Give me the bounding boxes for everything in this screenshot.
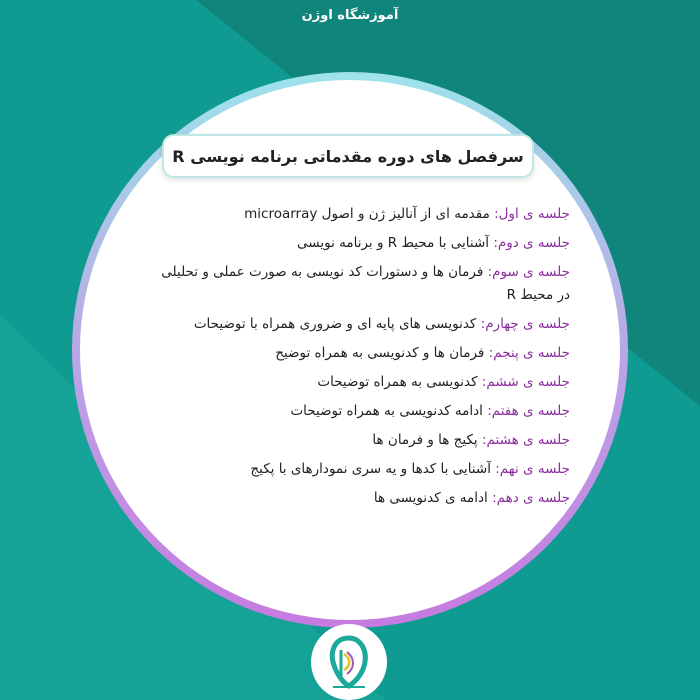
session-item-10	[150, 484, 570, 513]
session-text: ادامه ی کدنویسی ها	[373, 490, 493, 506]
session-list	[150, 200, 570, 513]
brand-name: آموزشگاه اوژن	[301, 8, 399, 23]
session-item-2	[150, 229, 570, 258]
session-item-7	[150, 397, 570, 426]
session-text: ادامه کدنویسی به همراه توضیحات	[290, 403, 488, 419]
session-text: کدنویسی به همراه توضیحات	[317, 374, 482, 390]
session-text: مقدمه ای از آنالیز ژن و اصول microarray	[244, 206, 495, 222]
page-title	[162, 134, 534, 178]
session-item-1	[150, 200, 570, 229]
session-label: جلسه ی دهم:	[492, 490, 570, 506]
session-text: فرمان ها و کدنویسی به همراه توضیح	[275, 345, 489, 361]
session-text: آشنایی با کدها و یه سری نمودارهای با پکیج	[250, 461, 496, 477]
session-label: جلسه ی دوم:	[493, 235, 570, 251]
session-label: جلسه ی هفتم:	[487, 403, 570, 419]
session-label: جلسه ی سوم:	[487, 264, 570, 280]
session-text: پکیج ها و فرمان ها	[372, 432, 482, 448]
session-label: جلسه ی ششم:	[481, 374, 570, 390]
session-label: جلسه ی هشتم:	[481, 432, 570, 448]
session-item-4	[150, 310, 570, 339]
session-label: جلسه ی چهارم:	[480, 316, 570, 332]
session-text: فرمان ها و دستورات کد نویسی به صورت عملی و تحلیلی در محیط R	[161, 264, 570, 303]
page-title-text: سرفصل های دوره مقدماتی برنامه نویسی R	[172, 146, 524, 166]
session-text: آشنایی با محیط R و برنامه نویسی	[297, 235, 494, 251]
session-item-8	[150, 426, 570, 455]
session-item-6	[150, 368, 570, 397]
session-item-3	[150, 258, 570, 310]
session-label: جلسه ی پنجم:	[488, 345, 570, 361]
session-item-5	[150, 339, 570, 368]
session-label: جلسه ی نهم:	[495, 461, 570, 477]
session-text: کدنویسی های پایه ای و ضروری همراه با توضیحات	[193, 316, 481, 332]
ozhen-logo-icon	[311, 624, 387, 700]
session-label: جلسه ی اول:	[494, 206, 570, 222]
session-item-9	[150, 455, 570, 484]
